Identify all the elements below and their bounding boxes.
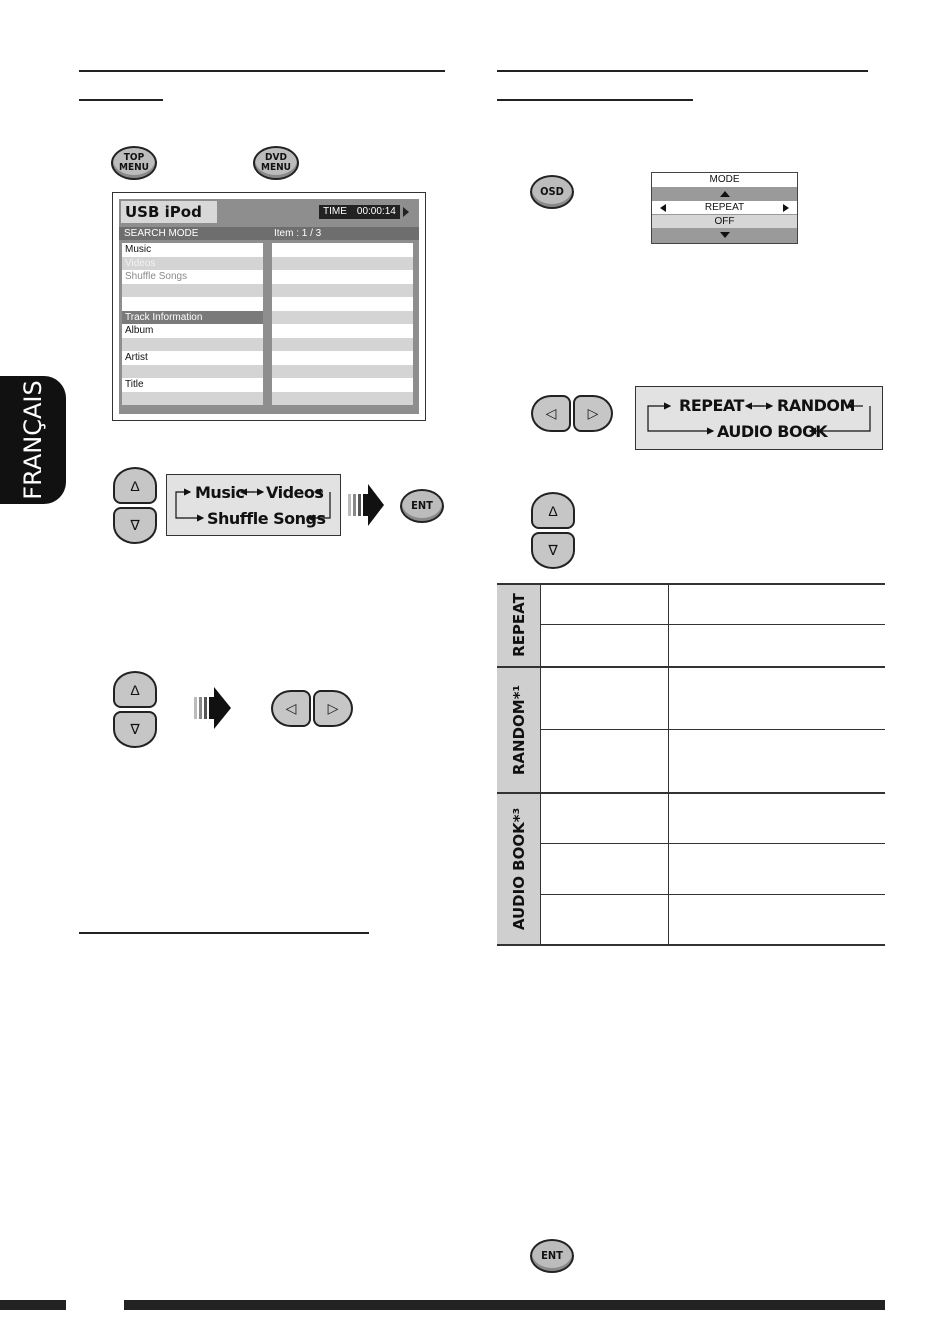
left-header-rule bbox=[79, 70, 445, 72]
footer-bar-right bbox=[124, 1300, 885, 1310]
list-item bbox=[272, 378, 413, 392]
right-arrow-icon: ▷ bbox=[587, 405, 599, 421]
table-border bbox=[497, 583, 885, 585]
label-random-text: RANDOM*¹ bbox=[509, 684, 528, 775]
footer-bar-left bbox=[0, 1300, 66, 1310]
empty-row bbox=[122, 365, 263, 379]
menu-item-videos[interactable]: Videos bbox=[122, 257, 263, 271]
screen-header bbox=[119, 227, 419, 240]
left-arrow-icon: ◁ bbox=[545, 405, 557, 421]
osd-repeat-label: REPEAT bbox=[704, 202, 745, 213]
play-icon bbox=[403, 207, 409, 217]
osd-repeat-row bbox=[652, 201, 797, 214]
osd-mode-display bbox=[651, 172, 798, 244]
label-repeat-text: REPEAT bbox=[509, 592, 528, 657]
osd-down-row bbox=[652, 229, 797, 241]
next-step-arrow-icon bbox=[194, 687, 232, 731]
empty-row bbox=[122, 297, 263, 311]
empty-row bbox=[122, 284, 263, 298]
list-item bbox=[272, 257, 413, 271]
info-title: Title bbox=[122, 378, 263, 392]
language-label: FRANÇAIS bbox=[19, 380, 47, 500]
triangle-right-icon bbox=[783, 204, 789, 212]
info-album: Album bbox=[122, 324, 263, 338]
search-mode-label: SEARCH MODE bbox=[124, 228, 199, 239]
list-item bbox=[272, 284, 413, 298]
list-item bbox=[272, 297, 413, 311]
triangle-down-icon bbox=[720, 232, 730, 238]
left-arrow-icon: ◁ bbox=[285, 700, 297, 716]
up-arrow-icon: Δ bbox=[130, 681, 140, 698]
ipod-screen-inner bbox=[119, 199, 419, 414]
list-item bbox=[272, 270, 413, 284]
screen-title: USB iPod bbox=[121, 201, 217, 223]
dvd-menu-label: DVD MENU bbox=[261, 152, 291, 173]
time-display bbox=[319, 205, 400, 219]
left-button-right-col[interactable] bbox=[531, 395, 571, 432]
time-value: 00:00:14 bbox=[356, 206, 396, 217]
down-button-2[interactable] bbox=[113, 711, 157, 748]
down-arrow-icon: ∇ bbox=[548, 542, 558, 558]
down-arrow-icon: ∇ bbox=[130, 517, 140, 533]
track-information-header: Track Information bbox=[122, 311, 263, 325]
triangle-up-icon bbox=[720, 191, 730, 197]
ent-button-right-col[interactable] bbox=[530, 1239, 574, 1273]
empty-row bbox=[122, 338, 263, 352]
osd-label: OSD bbox=[540, 185, 564, 198]
menu-cycle-diagram bbox=[166, 474, 341, 536]
osd-mode-row bbox=[652, 173, 797, 187]
flow-random: RANDOM bbox=[777, 396, 855, 415]
next-step-arrow-icon bbox=[348, 484, 384, 528]
flow-repeat: REPEAT bbox=[679, 396, 744, 415]
triangle-left-icon bbox=[660, 204, 666, 212]
mode-cycle-diagram bbox=[635, 386, 883, 450]
table-row-divider bbox=[540, 624, 885, 625]
list-item bbox=[272, 311, 413, 325]
up-button[interactable] bbox=[113, 467, 157, 504]
osd-mode-label: MODE bbox=[709, 174, 740, 185]
info-artist: Artist bbox=[122, 351, 263, 365]
right-subheader-rule bbox=[497, 99, 693, 101]
ipod-screen bbox=[112, 192, 426, 421]
table-divider bbox=[540, 583, 541, 945]
flow-videos: Videos bbox=[266, 483, 324, 502]
flow-music: Music bbox=[195, 483, 245, 502]
table-divider bbox=[668, 583, 669, 945]
table-border bbox=[497, 666, 885, 668]
table-label-repeat bbox=[497, 583, 540, 666]
up-arrow-icon: Δ bbox=[548, 502, 558, 519]
osd-off-label: OFF bbox=[714, 216, 735, 227]
up-arrow-icon: Δ bbox=[130, 477, 140, 494]
dvd-menu-button[interactable] bbox=[253, 146, 299, 180]
up-button-right-col[interactable] bbox=[531, 492, 575, 529]
list-item bbox=[272, 324, 413, 338]
table-row-divider bbox=[540, 894, 885, 895]
right-arrow-icon: ▷ bbox=[327, 700, 339, 716]
table-border bbox=[497, 944, 885, 946]
left-subheader-rule bbox=[79, 99, 163, 101]
list-item bbox=[272, 392, 413, 406]
language-side-tab bbox=[0, 376, 66, 504]
list-item bbox=[272, 338, 413, 352]
time-label: TIME bbox=[323, 206, 347, 217]
table-row-divider bbox=[540, 729, 885, 730]
down-arrow-icon: ∇ bbox=[130, 721, 140, 737]
menu-list bbox=[122, 243, 263, 405]
label-audio-book-text: AUDIO BOOK*³ bbox=[509, 807, 528, 931]
list-item bbox=[272, 365, 413, 379]
top-menu-label: TOP MENU bbox=[119, 152, 149, 173]
item-list bbox=[272, 243, 413, 405]
down-button[interactable] bbox=[113, 507, 157, 544]
table-border bbox=[497, 792, 885, 794]
up-button-2[interactable] bbox=[113, 671, 157, 708]
osd-up-row bbox=[652, 188, 797, 200]
menu-item-music[interactable]: Music bbox=[122, 243, 263, 257]
ent-label: ENT bbox=[541, 1249, 563, 1262]
empty-row bbox=[122, 392, 263, 406]
right-button[interactable] bbox=[313, 690, 353, 727]
flow-audio-book: AUDIO BOOK bbox=[717, 422, 828, 441]
table-label-random bbox=[497, 667, 540, 792]
left-section-rule bbox=[79, 932, 369, 934]
left-button[interactable] bbox=[271, 690, 311, 727]
right-button-right-col[interactable] bbox=[573, 395, 613, 432]
menu-item-shuffle[interactable]: Shuffle Songs bbox=[122, 270, 263, 284]
top-menu-button[interactable] bbox=[111, 146, 157, 180]
ent-button[interactable] bbox=[400, 489, 444, 523]
right-header-rule bbox=[497, 70, 868, 72]
flow-shuffle: Shuffle Songs bbox=[207, 509, 326, 528]
ent-label: ENT bbox=[411, 499, 433, 512]
list-item bbox=[272, 243, 413, 257]
list-item bbox=[272, 351, 413, 365]
down-button-right-col[interactable] bbox=[531, 532, 575, 569]
osd-off-row bbox=[652, 215, 797, 228]
item-count: Item : 1 / 3 bbox=[274, 228, 322, 239]
table-row-divider bbox=[540, 843, 885, 844]
osd-button[interactable] bbox=[530, 175, 574, 209]
table-label-audio-book bbox=[497, 793, 540, 945]
